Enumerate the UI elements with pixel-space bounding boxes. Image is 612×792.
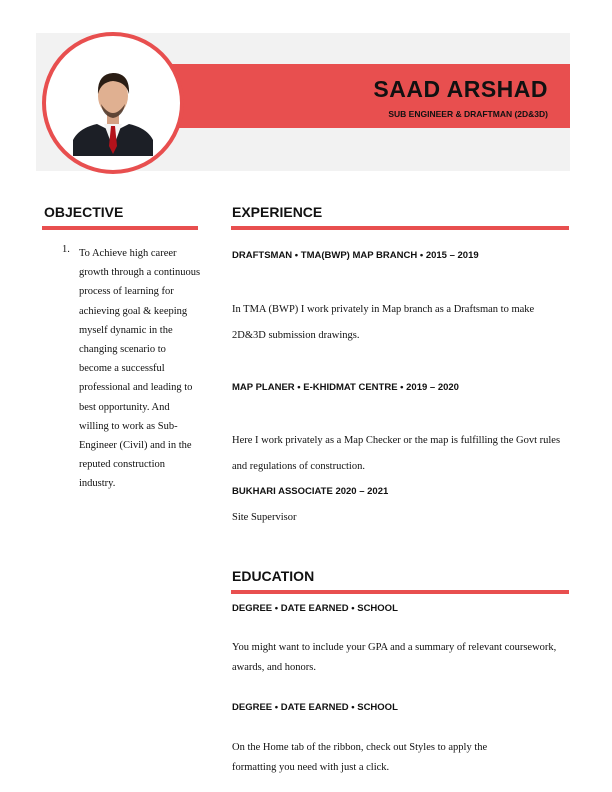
objective-heading: OBJECTIVE — [44, 204, 124, 220]
profile-photo-frame — [42, 32, 184, 174]
person-portrait-icon — [73, 58, 153, 156]
education-1-description: You might want to include your GPA and a summary of relevant coursework, awards, and honors. — [232, 642, 557, 673]
candidate-title: SUB ENGINEER & DRAFTMAN (2D&3D) — [388, 109, 548, 119]
objective-text: To Achieve high career growth through a continuous process of learning for achieving goal & keeping myself dynamic in the changing scenario to become a successful professional and leading to best opportunity. And willing to work as Sub-Engineer (Civil) and in the reputed construction industry. — [79, 248, 201, 490]
profile-photo — [73, 58, 153, 156]
job-1-header: DRAFTSMAN • TMA(BWP) MAP BRANCH • 2015 – 2019 — [232, 250, 479, 261]
candidate-name: SAAD ARSHAD — [373, 76, 548, 102]
objective-list-item — [59, 244, 201, 494]
education-1-header: DEGREE • DATE EARNED • SCHOOL — [232, 603, 398, 614]
education-2-header: DEGREE • DATE EARNED • SCHOOL — [232, 702, 398, 713]
job-1-description: In TMA (BWP) I work privately in Map branch as a Draftsman to make 2D&3D submission drawings. — [232, 304, 535, 341]
list-number: 1. — [62, 244, 70, 255]
job-3-description: Site Supervisor — [232, 512, 297, 523]
experience-rule — [231, 226, 569, 230]
experience-heading: EXPERIENCE — [232, 204, 323, 220]
job-2-description: Here I work privately as a Map Checker or the map is fulfilling the Govt rules and regulations of construction. — [232, 435, 561, 472]
objective-rule — [42, 226, 198, 230]
education-2-description: On the Home tab of the ribbon, check out Styles to apply the formatting you need with just a click. — [232, 742, 488, 773]
education-rule — [231, 590, 569, 594]
job-2-header: MAP PLANER • E-KHIDMAT CENTRE • 2019 – 2020 — [232, 382, 459, 393]
education-heading: EDUCATION — [232, 568, 315, 584]
job-3-header: BUKHARI ASSOCIATE 2020 – 2021 — [232, 486, 389, 497]
